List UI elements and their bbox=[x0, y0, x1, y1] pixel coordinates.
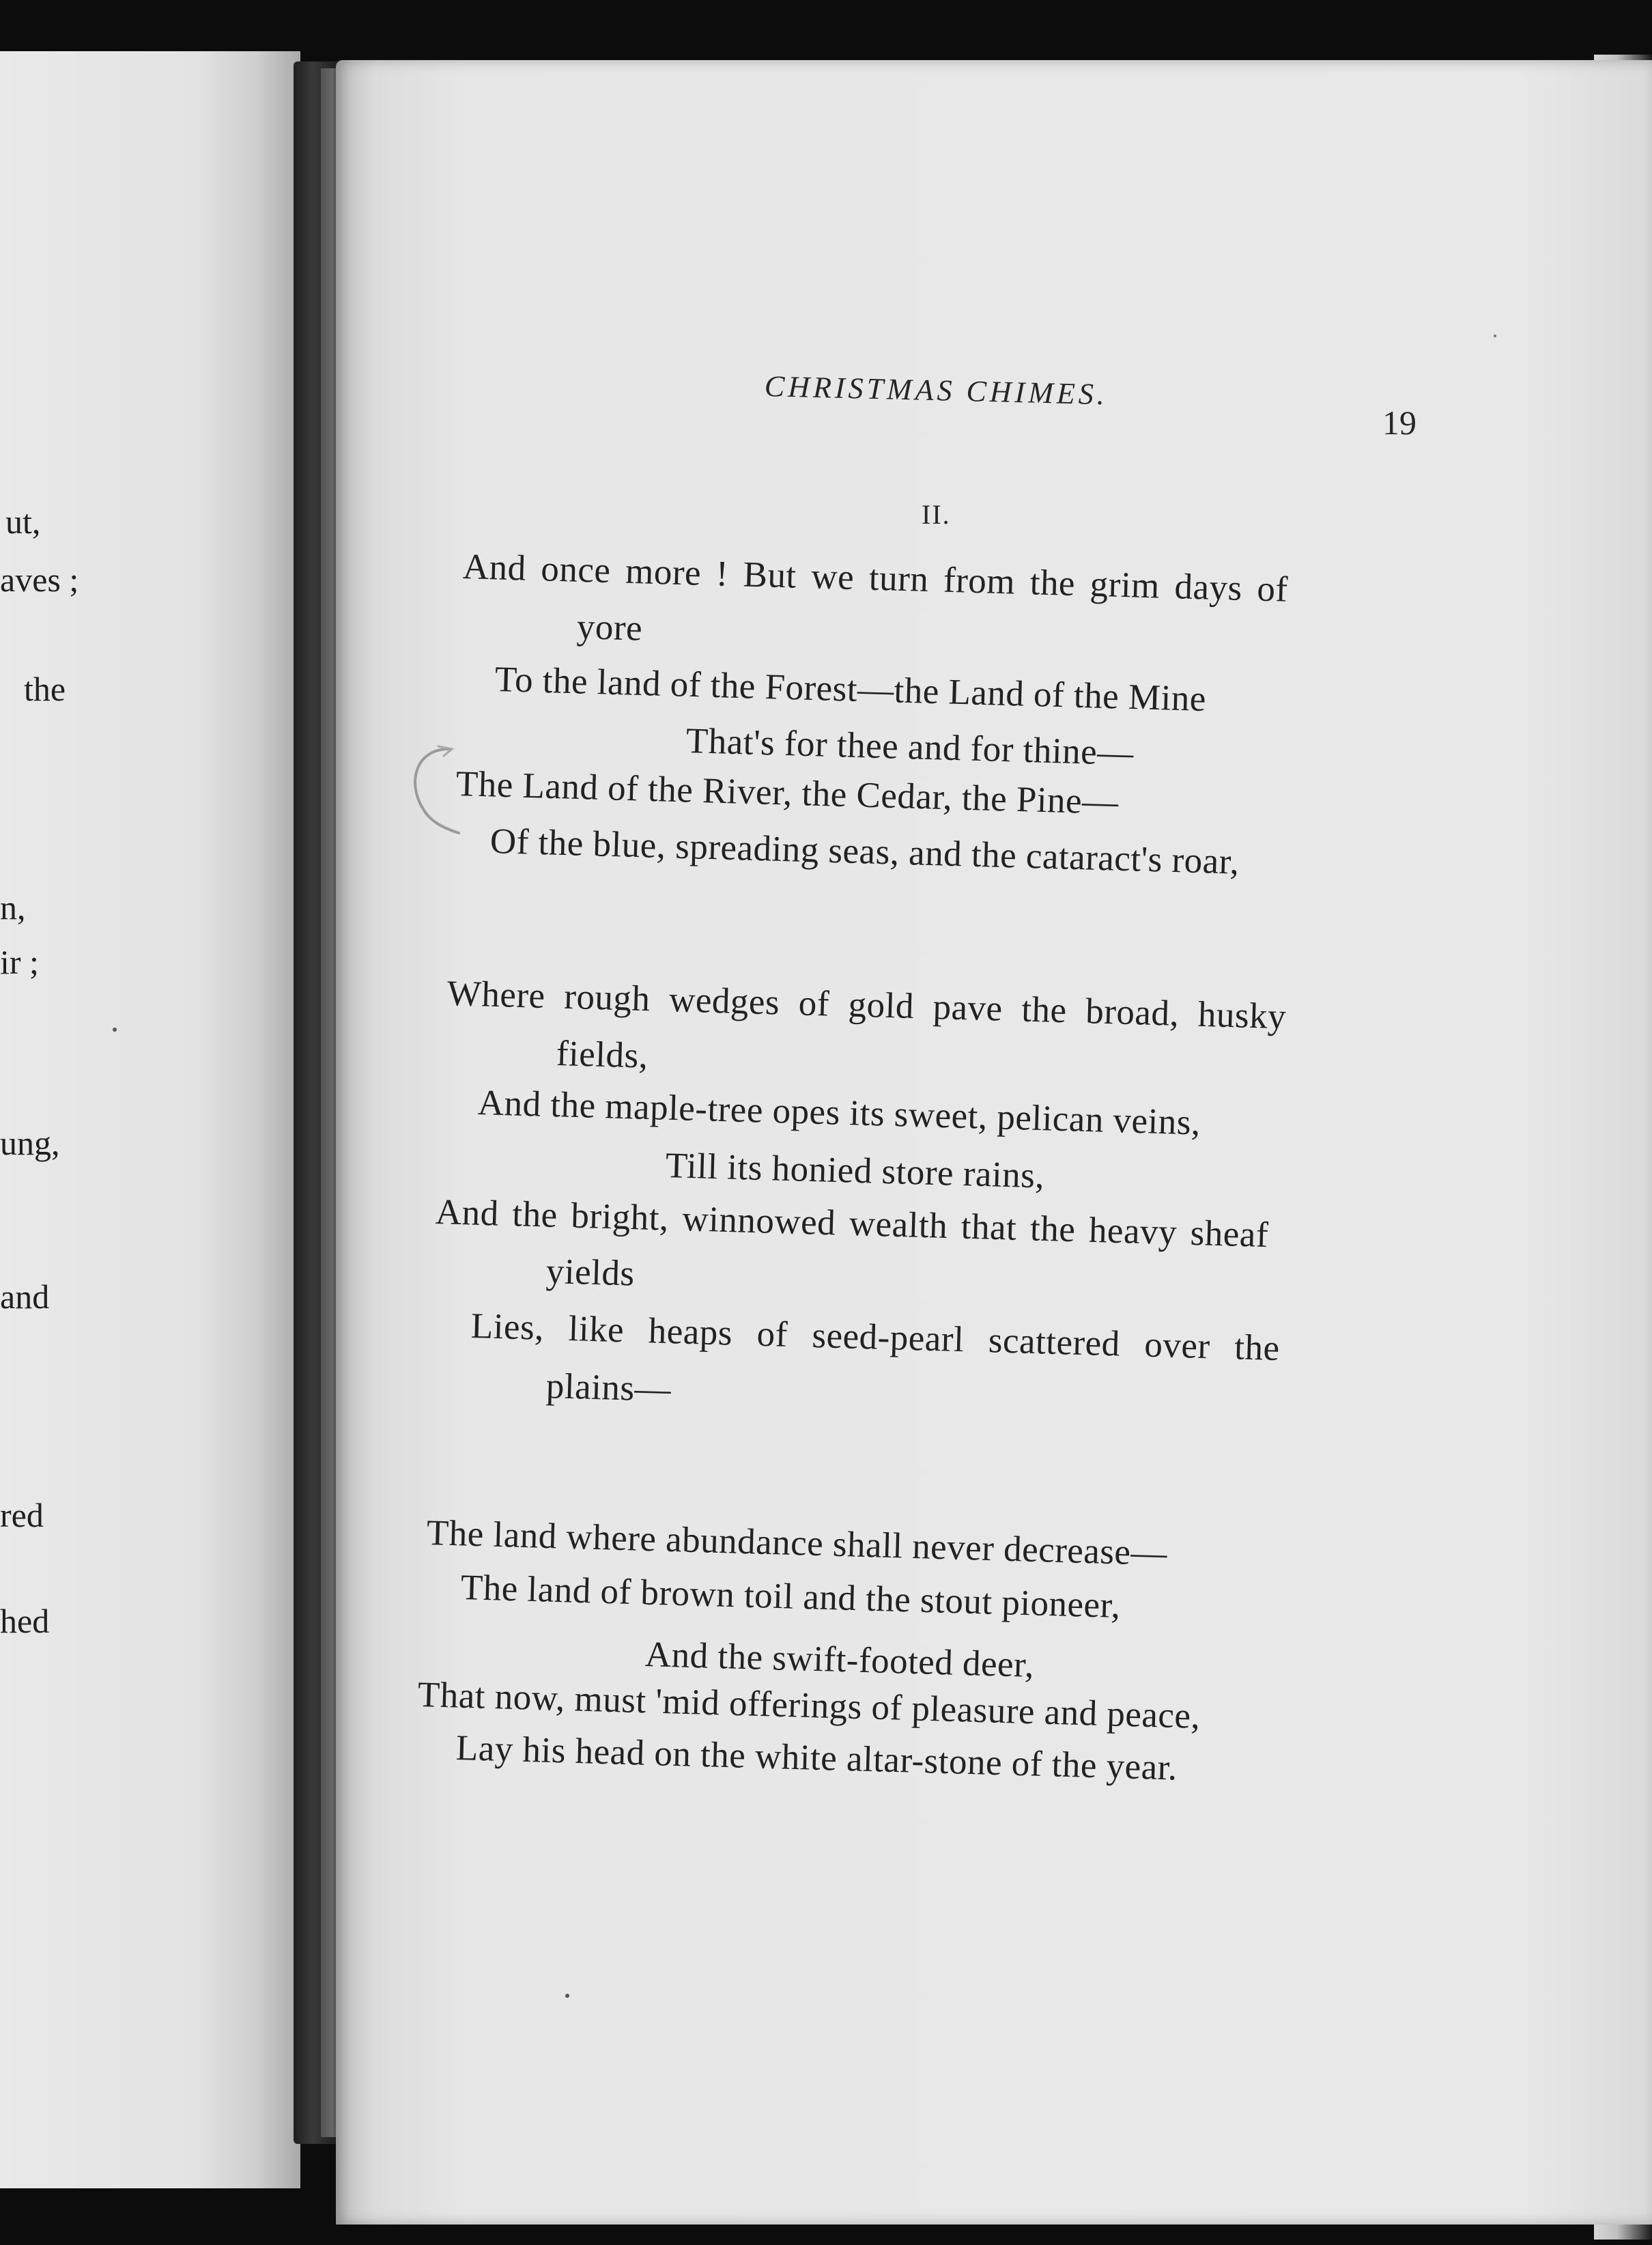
poem-line: That now, must 'mid offerings of pleasure and peace, bbox=[417, 1675, 1201, 1737]
left-page-fragment: the bbox=[24, 670, 66, 708]
left-page-fragment: n, bbox=[0, 888, 26, 927]
left-page-fragment: ut, bbox=[5, 503, 41, 541]
poem-line: And the swift-footed deer, bbox=[644, 1635, 1035, 1685]
poem-line: plains— bbox=[545, 1366, 672, 1410]
left-page-fragment: aves ; bbox=[0, 561, 79, 599]
left-facing-page bbox=[0, 51, 300, 2188]
poem-line: Till its honied store rains, bbox=[665, 1146, 1045, 1196]
left-page-fragment: red bbox=[0, 1496, 44, 1534]
poem-line: yields bbox=[545, 1252, 636, 1294]
section-numeral: II. bbox=[922, 499, 951, 530]
poem-line: The land where abundance shall never decrease— bbox=[426, 1513, 1168, 1574]
scan-speck bbox=[565, 1994, 569, 1998]
poem-line: And the maple-tree opes its sweet, pelican veins, bbox=[477, 1083, 1201, 1143]
poem-line: The land of brown toil and the stout pioneer, bbox=[460, 1568, 1122, 1626]
poem-line: The Land of the River, the Cedar, the Pine— bbox=[455, 764, 1120, 823]
left-page-fragment: ung, bbox=[0, 1124, 60, 1162]
poem-line: Of the blue, spreading seas, and the cataract's roar, bbox=[489, 821, 1240, 882]
poem-line: And once more ! But we turn from the grim days of bbox=[462, 547, 1289, 610]
poem-line: Lies, like heaps of seed-pearl scattered over the bbox=[470, 1306, 1281, 1369]
left-page-fragment: and bbox=[0, 1277, 50, 1316]
poem-line: That's for thee and for thine— bbox=[685, 721, 1135, 774]
poem-line: fields, bbox=[556, 1034, 649, 1076]
left-page-fragment: hed bbox=[0, 1602, 50, 1640]
poem-line: Where rough wedges of gold pave the broad, husky bbox=[446, 974, 1287, 1037]
poem-line: And the bright, winnowed wealth that the heavy sheaf bbox=[435, 1192, 1269, 1256]
running-head: CHRISTMAS CHIMES. bbox=[764, 369, 1109, 412]
scan-speck bbox=[1494, 335, 1496, 337]
scan-speck bbox=[113, 1028, 117, 1032]
pencil-bracket-mark bbox=[396, 741, 471, 843]
poem-line: Lay his head on the white altar-stone of the year. bbox=[455, 1728, 1178, 1788]
poem-line: yore bbox=[576, 607, 643, 649]
left-page-fragment: ir ; bbox=[0, 943, 39, 981]
page-number: 19 bbox=[1382, 404, 1416, 442]
poem-line: To the land of the Forest—the Land of the Mine bbox=[494, 660, 1207, 720]
